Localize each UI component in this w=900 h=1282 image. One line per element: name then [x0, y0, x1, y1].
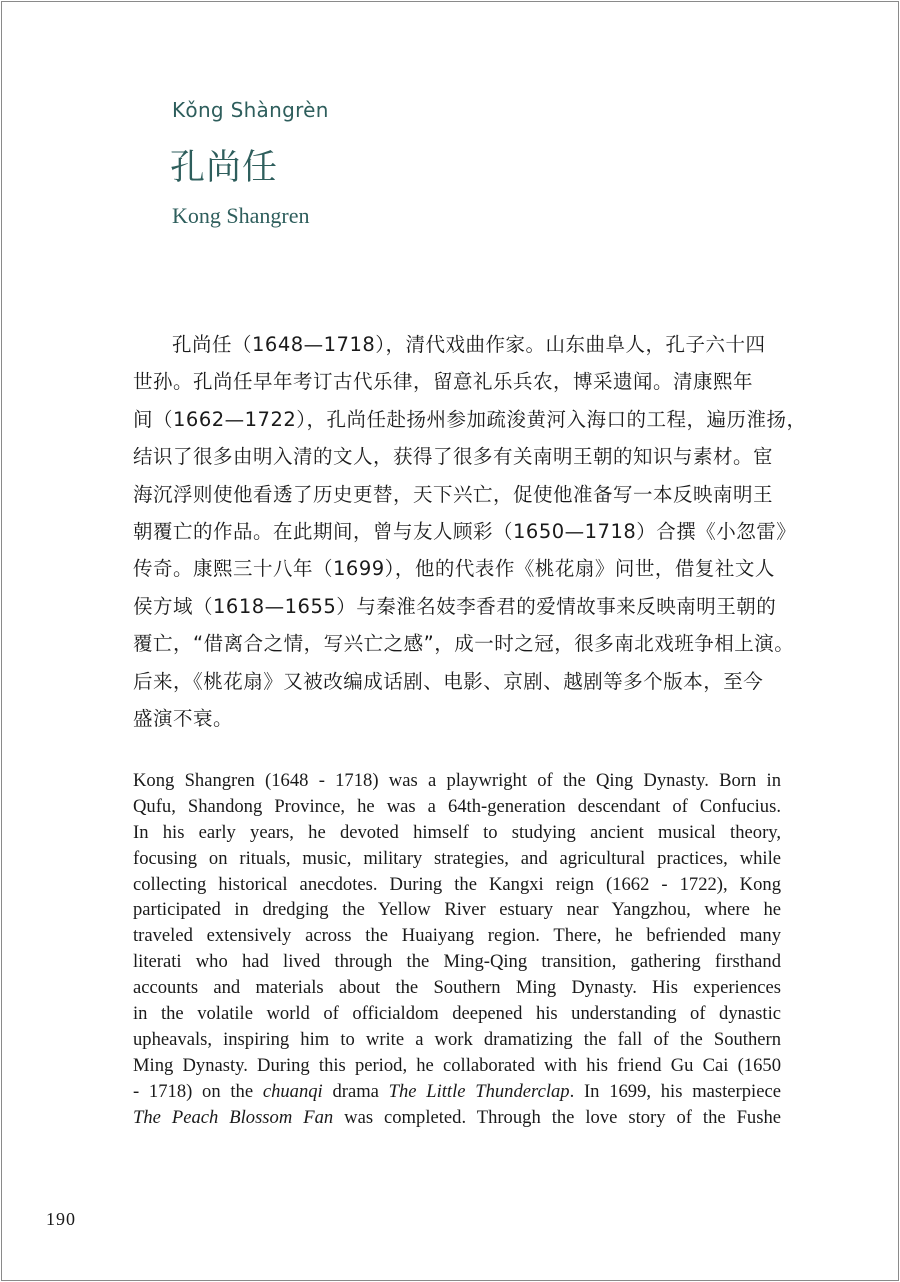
- chinese-line: 结识了很多由明入清的文人，获得了很多有关南明王朝的知识与素材。宦: [133, 445, 774, 469]
- english-text: drama: [322, 1080, 389, 1102]
- chinese-line: 后来，《桃花扇》又被改编成话剧、电影、京剧、越剧等多个版本，至今: [133, 669, 764, 693]
- english-line: Ming Dynasty. During this period, he collaborated with his friend Gu Cai (1650: [133, 1054, 781, 1076]
- english-line: upheavals, inspiring him to write a work dramatizing the fall of the Southern: [133, 1028, 781, 1050]
- english-paragraph: [133, 768, 781, 1130]
- english-line: [133, 1105, 781, 1131]
- english-text: was completed. Through the love story of the Fushe: [333, 1106, 782, 1128]
- chinese-line: 间（1662—1722），孔尚任赴扬州参加疏浚黄河入海口的工程，遍历淮扬，: [133, 407, 807, 431]
- italic-term-chuanqi: chuanqi: [262, 1080, 323, 1102]
- english-line: in the volatile world of officialdom deepened his understanding of dynastic: [133, 1003, 781, 1025]
- chinese-line: 盛演不衰。: [133, 706, 234, 730]
- chinese-line: 海沉浮则使他看透了历史更替，天下兴亡，促使他准备写一本反映南明王: [133, 482, 774, 506]
- english-line: In his early years, he devoted himself to studying ancient musical theory,: [133, 821, 781, 843]
- italic-title-peach-blossom-fan: The Peach Blossom Fan: [133, 1106, 334, 1128]
- chinese-line: 孔尚任（1648—1718），清代戏曲作家。山东曲阜人，孔子六十四: [172, 333, 766, 356]
- chinese-line: 覆亡，“借离合之情，写兴亡之感”，成一时之冠，很多南北戏班争相上演。: [133, 632, 795, 656]
- pinyin-heading: Kǒng Shàngrèn: [172, 98, 329, 122]
- english-line: Qufu, Shandong Province, he was a 64th-generation descendant of Confucius.: [133, 795, 781, 817]
- english-line: accounts and materials about the Southern Ming Dynasty. His experiences: [133, 977, 781, 999]
- english-line: traveled extensively across the Huaiyang region. There, he befriended many: [133, 925, 781, 947]
- chinese-line: 世孙。孔尚任早年考订古代乐律，留意礼乐兵农，博采遗闻。清康熙年: [133, 370, 754, 394]
- english-line: participated in dredging the Yellow River estuary near Yangzhou, where he: [133, 899, 781, 921]
- chinese-line: 侯方域（1618—1655）与秦淮名妓李香君的爱情故事来反映南明王朝的: [133, 594, 777, 618]
- chinese-line: 朝覆亡的作品。在此期间，曾与友人顾彩（1650—1718）合撰《小忽雷》: [133, 519, 797, 543]
- italic-title-little-thunderclap: The Little Thunderclap: [388, 1080, 570, 1102]
- english-text: . In 1699, his masterpiece: [569, 1080, 781, 1102]
- english-line: [133, 1079, 781, 1105]
- english-line: literati who had lived through the Ming-Qing transition, gathering firsthand: [133, 951, 781, 973]
- chinese-line: 传奇。康熙三十八年（1699），他的代表作《桃花扇》问世，借复社文人: [133, 557, 775, 581]
- english-text: - 1718) on the: [133, 1080, 263, 1102]
- english-line: Kong Shangren (1648 - 1718) was a playwright of the Qing Dynasty. Born in: [133, 770, 781, 791]
- english-line: focusing on rituals, music, military strategies, and agricultural practices, while: [133, 847, 781, 869]
- english-name-heading: Kong Shangren: [172, 203, 310, 228]
- page-number: 190: [46, 1209, 76, 1229]
- chinese-name-heading: 孔尚任: [170, 148, 279, 188]
- english-line: collecting historical anecdotes. During the Kangxi reign (1662 - 1722), Kong: [133, 873, 781, 895]
- chinese-paragraph: [133, 326, 807, 737]
